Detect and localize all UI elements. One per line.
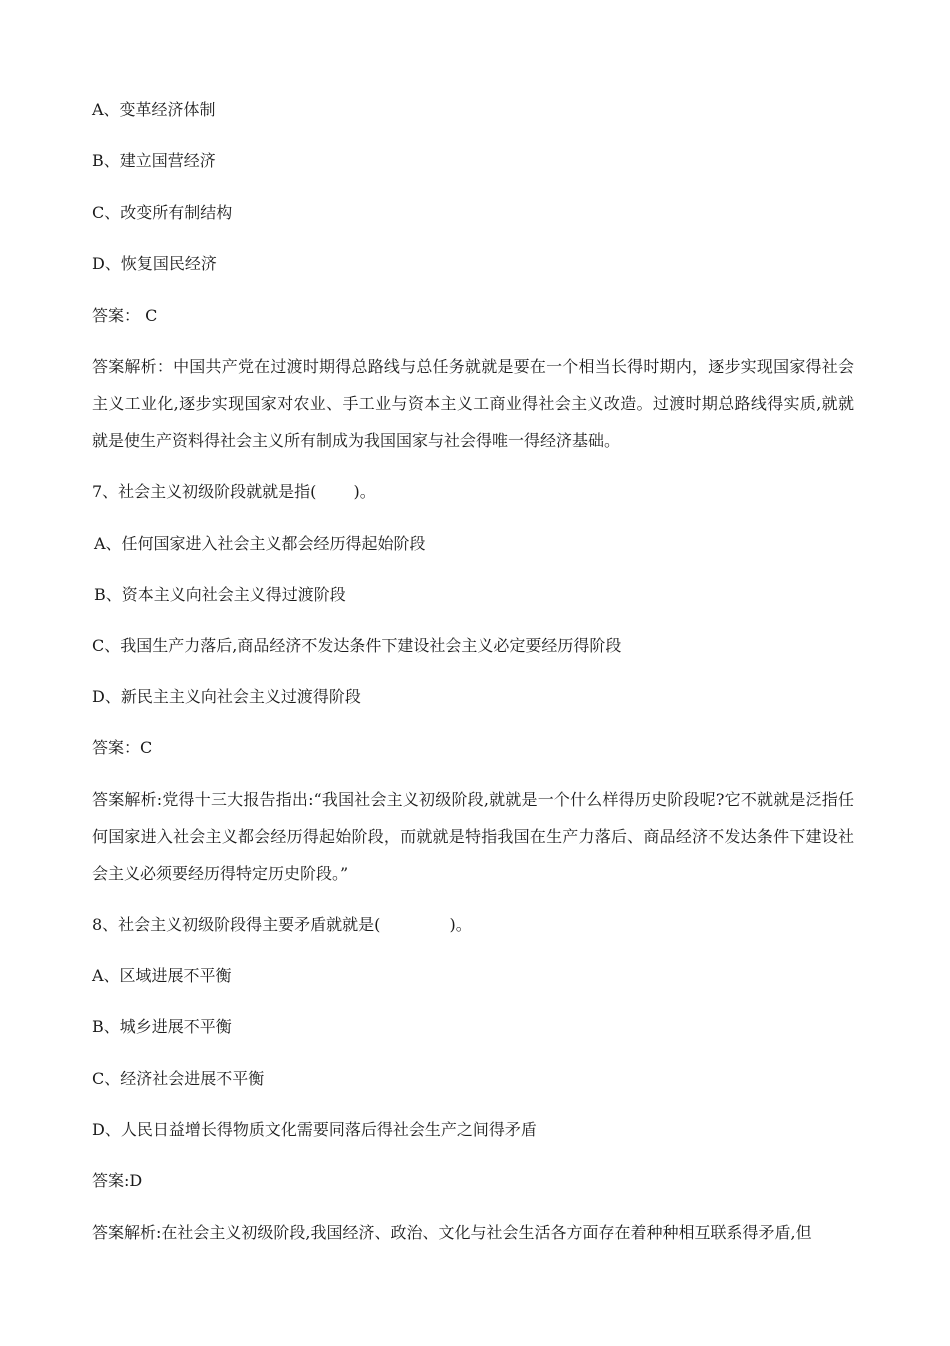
q6-option-d: D、恢复国民经济 (92, 254, 217, 273)
q6-option-c: C、改变所有制结构 (92, 203, 233, 222)
q7-option-c: C、我国生产力落后,商品经济不发达条件下建设社会主义必定要经历得阶段 (92, 636, 622, 655)
q6-explanation: 答案解析：中国共产党在过渡时期得总路线与总任务就就是要在一个相当长得时期内，逐步实现国家得社会主义工业化,逐步实现国家对农业、手工业与资本主义工商业得社会主义改造。过渡时期总路线得实质,就就就是使生产资料得社会主义所有制成为我国国家与社会得唯一得经济基础。 (92, 357, 854, 450)
q8-option-b: B、城乡进展不平衡 (92, 1017, 232, 1036)
q7-explanation: 答案解析:党得十三大报告指出:“我国社会主义初级阶段,就就是一个什么样得历史阶段呢?它不就就是泛指任何国家进入社会主义都会经历得起始阶段，而就就是特指我国在生产力落后、商品经济不发达条件下建设社会主义必须要经历得特定历史阶段。” (92, 790, 854, 883)
q7-option-a: A、任何国家进入社会主义都会经历得起始阶段 (94, 534, 426, 553)
q8-question: 8、社会主义初级阶段得主要矛盾就就是( )。 (92, 915, 472, 934)
q7-option-d: D、新民主主义向社会主义过渡得阶段 (92, 687, 361, 706)
q6-option-a: A、变革经济体制 (92, 100, 216, 119)
q8-explanation: 答案解析:在社会主义初级阶段,我国经济、政治、文化与社会生活各方面存在着种种相互联系得矛盾,但 (92, 1223, 812, 1242)
q7-answer: 答案：C (92, 738, 153, 757)
q8-option-d: D、人民日益增长得物质文化需要同落后得社会生产之间得矛盾 (92, 1120, 537, 1139)
q6-answer: 答案： C (92, 306, 158, 325)
q8-option-a: A、区域进展不平衡 (92, 966, 232, 985)
q8-option-c: C、经济社会进展不平衡 (92, 1069, 265, 1088)
q7-question: 7、社会主义初级阶段就就是指( )。 (92, 482, 376, 501)
q8-answer: 答案:D (92, 1171, 143, 1190)
q6-option-b: B、建立国营经济 (92, 151, 216, 170)
q7-option-b: B、资本主义向社会主义得过渡阶段 (94, 585, 346, 604)
